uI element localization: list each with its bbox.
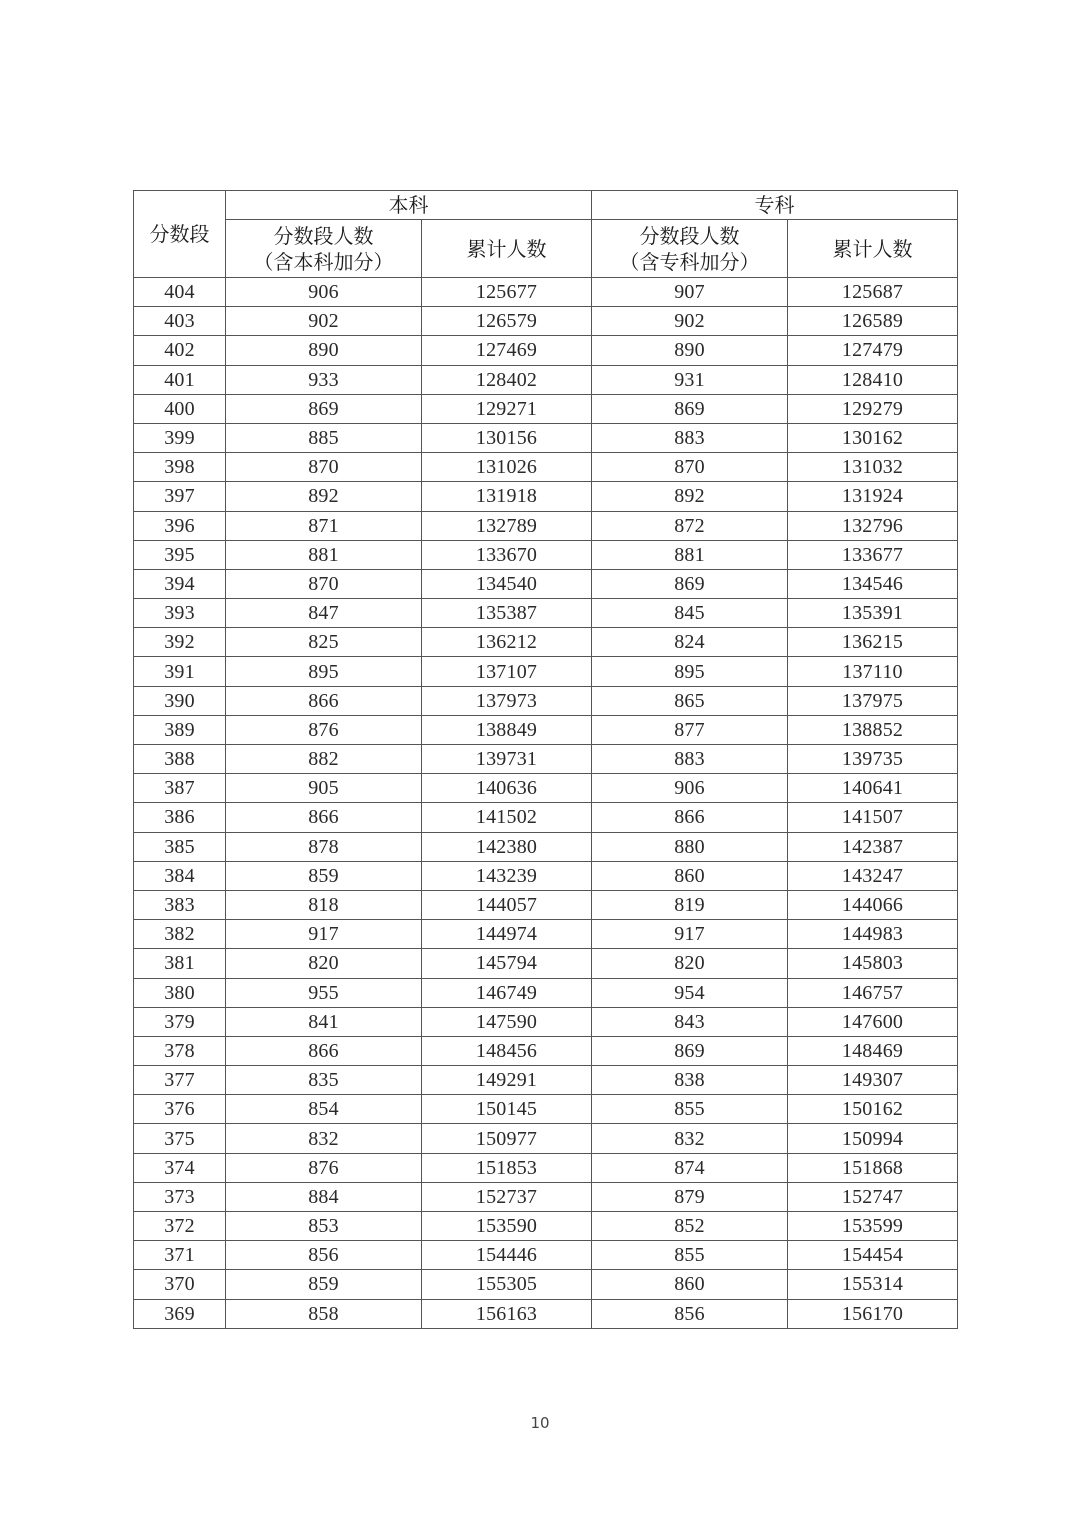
cell-undergrad-cumulative: 137973 [422,686,592,715]
cell-junior-cumulative: 130162 [788,423,958,452]
table-row [134,1299,958,1328]
table-row [134,803,958,832]
cell-undergrad-count: 917 [226,920,422,949]
cell-undergrad-count: 818 [226,890,422,919]
cell-undergrad-cumulative: 129271 [422,394,592,423]
table-row [134,278,958,307]
cell-undergrad-count: 895 [226,657,422,686]
cell-junior-count: 883 [592,423,788,452]
table-row [134,978,958,1007]
cell-undergrad-count: 866 [226,686,422,715]
cell-junior-cumulative: 148469 [788,1036,958,1065]
cell-undergrad-count: 858 [226,1299,422,1328]
cell-undergrad-count: 832 [226,1124,422,1153]
cell-undergrad-cumulative: 132789 [422,511,592,540]
cell-junior-count: 832 [592,1124,788,1153]
table-row [134,1124,958,1153]
cell-score: 402 [134,336,226,365]
cell-junior-count: 820 [592,949,788,978]
cell-junior-cumulative: 152747 [788,1182,958,1211]
cell-undergrad-cumulative: 144974 [422,920,592,949]
cell-score: 370 [134,1270,226,1299]
table-row [134,657,958,686]
cell-junior-cumulative: 142387 [788,832,958,861]
table-header [134,191,958,278]
cell-junior-count: 845 [592,599,788,628]
cell-undergrad-count: 902 [226,307,422,336]
cell-undergrad-cumulative: 131918 [422,482,592,511]
cell-undergrad-cumulative: 131026 [422,453,592,482]
table-row [134,890,958,919]
cell-score: 384 [134,861,226,890]
cell-score: 390 [134,686,226,715]
cell-junior-cumulative: 128410 [788,365,958,394]
cell-undergrad-count: 878 [226,832,422,861]
cell-undergrad-cumulative: 128402 [422,365,592,394]
cell-score: 387 [134,774,226,803]
cell-undergrad-cumulative: 136212 [422,628,592,657]
cell-score: 399 [134,423,226,452]
cell-undergrad-cumulative: 154446 [422,1241,592,1270]
cell-undergrad-cumulative: 150145 [422,1095,592,1124]
table-row [134,1182,958,1211]
cell-junior-cumulative: 154454 [788,1241,958,1270]
cell-undergrad-count: 876 [226,715,422,744]
cell-junior-count: 852 [592,1212,788,1241]
cell-undergrad-count: 871 [226,511,422,540]
cell-junior-cumulative: 138852 [788,715,958,744]
cell-undergrad-cumulative: 133670 [422,540,592,569]
cell-undergrad-count: 881 [226,540,422,569]
cell-undergrad-cumulative: 130156 [422,423,592,452]
cell-undergrad-cumulative: 141502 [422,803,592,832]
cell-undergrad-cumulative: 134540 [422,569,592,598]
table-row [134,920,958,949]
table-row [134,745,958,774]
cell-junior-count: 824 [592,628,788,657]
table-row [134,569,958,598]
cell-undergrad-count: 870 [226,453,422,482]
table-row [134,423,958,452]
cell-junior-count: 819 [592,890,788,919]
cell-junior-count: 954 [592,978,788,1007]
cell-score: 397 [134,482,226,511]
header-junior-cumulative: 累计人数 [788,220,958,278]
cell-junior-cumulative: 129279 [788,394,958,423]
header-group-junior-college: 专科 [592,191,958,220]
cell-junior-count: 874 [592,1153,788,1182]
cell-junior-cumulative: 155314 [788,1270,958,1299]
cell-undergrad-cumulative: 145794 [422,949,592,978]
table-body [134,278,958,1329]
cell-score: 389 [134,715,226,744]
header-score-band: 分数段 [134,191,226,278]
cell-junior-count: 890 [592,336,788,365]
header-junior-count-line2: （含专科加分） [619,249,760,274]
cell-junior-count: 879 [592,1182,788,1211]
cell-undergrad-count: 866 [226,1036,422,1065]
cell-undergrad-cumulative: 137107 [422,657,592,686]
cell-score: 395 [134,540,226,569]
cell-junior-cumulative: 125687 [788,278,958,307]
cell-junior-cumulative: 147600 [788,1007,958,1036]
table-row [134,1270,958,1299]
cell-score: 379 [134,1007,226,1036]
cell-undergrad-cumulative: 127469 [422,336,592,365]
cell-undergrad-cumulative: 126579 [422,307,592,336]
header-row-groups [134,191,958,220]
header-row-columns [134,220,958,278]
cell-undergrad-cumulative: 146749 [422,978,592,1007]
header-undergrad-cumulative: 累计人数 [422,220,592,278]
table-row [134,1241,958,1270]
table-row [134,715,958,744]
score-distribution-table [133,190,958,1329]
table-row [134,599,958,628]
table-row [134,453,958,482]
cell-score: 386 [134,803,226,832]
table-row [134,540,958,569]
cell-junior-cumulative: 144066 [788,890,958,919]
cell-junior-count: 843 [592,1007,788,1036]
cell-undergrad-count: 892 [226,482,422,511]
cell-junior-count: 877 [592,715,788,744]
table-row [134,686,958,715]
cell-undergrad-count: 884 [226,1182,422,1211]
cell-score: 394 [134,569,226,598]
cell-junior-count: 856 [592,1299,788,1328]
cell-junior-count: 872 [592,511,788,540]
cell-undergrad-count: 890 [226,336,422,365]
cell-undergrad-cumulative: 151853 [422,1153,592,1182]
cell-undergrad-cumulative: 135387 [422,599,592,628]
cell-undergrad-count: 866 [226,803,422,832]
table-row [134,628,958,657]
cell-junior-cumulative: 140641 [788,774,958,803]
cell-junior-count: 869 [592,569,788,598]
cell-undergrad-cumulative: 143239 [422,861,592,890]
cell-junior-count: 931 [592,365,788,394]
cell-junior-count: 902 [592,307,788,336]
cell-junior-cumulative: 127479 [788,336,958,365]
cell-score: 382 [134,920,226,949]
cell-junior-cumulative: 132796 [788,511,958,540]
cell-undergrad-count: 841 [226,1007,422,1036]
cell-score: 392 [134,628,226,657]
cell-junior-count: 880 [592,832,788,861]
cell-undergrad-count: 853 [226,1212,422,1241]
cell-undergrad-count: 869 [226,394,422,423]
cell-undergrad-count: 870 [226,569,422,598]
cell-undergrad-cumulative: 144057 [422,890,592,919]
cell-undergrad-cumulative: 148456 [422,1036,592,1065]
table-row [134,336,958,365]
cell-junior-cumulative: 150162 [788,1095,958,1124]
cell-junior-cumulative: 144983 [788,920,958,949]
header-group-undergrad: 本科 [226,191,592,220]
cell-undergrad-count: 835 [226,1066,422,1095]
cell-undergrad-cumulative: 147590 [422,1007,592,1036]
cell-junior-cumulative: 136215 [788,628,958,657]
cell-score: 403 [134,307,226,336]
table-row [134,1007,958,1036]
cell-score: 373 [134,1182,226,1211]
table-row [134,861,958,890]
cell-undergrad-cumulative: 140636 [422,774,592,803]
cell-undergrad-count: 905 [226,774,422,803]
cell-undergrad-count: 854 [226,1095,422,1124]
cell-undergrad-cumulative: 139731 [422,745,592,774]
cell-junior-count: 869 [592,1036,788,1065]
cell-junior-cumulative: 150994 [788,1124,958,1153]
table-row [134,482,958,511]
cell-score: 369 [134,1299,226,1328]
cell-undergrad-cumulative: 156163 [422,1299,592,1328]
cell-undergrad-count: 885 [226,423,422,452]
cell-score: 372 [134,1212,226,1241]
cell-undergrad-count: 882 [226,745,422,774]
cell-junior-cumulative: 143247 [788,861,958,890]
cell-junior-count: 917 [592,920,788,949]
cell-junior-cumulative: 156170 [788,1299,958,1328]
cell-score: 375 [134,1124,226,1153]
header-junior-count-line1: 分数段人数 [639,223,740,248]
cell-junior-count: 860 [592,861,788,890]
cell-junior-cumulative: 131032 [788,453,958,482]
cell-score: 391 [134,657,226,686]
cell-junior-cumulative: 131924 [788,482,958,511]
cell-score: 377 [134,1066,226,1095]
cell-undergrad-count: 820 [226,949,422,978]
header-undergrad-count-line2: （含本科加分） [253,249,394,274]
cell-undergrad-cumulative: 142380 [422,832,592,861]
cell-undergrad-cumulative: 125677 [422,278,592,307]
cell-undergrad-cumulative: 149291 [422,1066,592,1095]
cell-undergrad-count: 847 [226,599,422,628]
cell-undergrad-count: 906 [226,278,422,307]
cell-junior-cumulative: 146757 [788,978,958,1007]
table-row [134,365,958,394]
cell-undergrad-count: 825 [226,628,422,657]
cell-junior-cumulative: 141507 [788,803,958,832]
cell-junior-count: 869 [592,394,788,423]
cell-undergrad-count: 955 [226,978,422,1007]
table-row [134,1036,958,1065]
cell-junior-cumulative: 139735 [788,745,958,774]
cell-junior-count: 865 [592,686,788,715]
cell-score: 388 [134,745,226,774]
cell-undergrad-count: 876 [226,1153,422,1182]
cell-score: 381 [134,949,226,978]
table-row [134,394,958,423]
cell-junior-count: 870 [592,453,788,482]
table-row [134,774,958,803]
table-row [134,511,958,540]
cell-junior-cumulative: 133677 [788,540,958,569]
cell-junior-cumulative: 137975 [788,686,958,715]
table-row [134,1095,958,1124]
cell-score: 401 [134,365,226,394]
cell-junior-cumulative: 137110 [788,657,958,686]
cell-undergrad-cumulative: 153590 [422,1212,592,1241]
table-row [134,949,958,978]
cell-junior-cumulative: 153599 [788,1212,958,1241]
cell-score: 383 [134,890,226,919]
cell-junior-cumulative: 134546 [788,569,958,598]
table-row [134,1212,958,1241]
cell-junior-count: 866 [592,803,788,832]
cell-junior-count: 883 [592,745,788,774]
cell-undergrad-count: 933 [226,365,422,394]
cell-junior-count: 855 [592,1095,788,1124]
cell-score: 371 [134,1241,226,1270]
cell-junior-cumulative: 151868 [788,1153,958,1182]
page-number: 10 [530,1414,550,1432]
table-row [134,307,958,336]
table-row [134,1066,958,1095]
table-row [134,1153,958,1182]
header-junior-count [592,220,788,278]
cell-junior-count: 907 [592,278,788,307]
cell-undergrad-cumulative: 155305 [422,1270,592,1299]
cell-junior-count: 838 [592,1066,788,1095]
cell-junior-count: 855 [592,1241,788,1270]
cell-undergrad-count: 859 [226,861,422,890]
table-row [134,832,958,861]
cell-score: 400 [134,394,226,423]
header-undergrad-count-line1: 分数段人数 [273,223,374,248]
cell-junior-count: 906 [592,774,788,803]
cell-undergrad-cumulative: 152737 [422,1182,592,1211]
cell-score: 380 [134,978,226,1007]
cell-score: 376 [134,1095,226,1124]
cell-junior-count: 860 [592,1270,788,1299]
cell-undergrad-count: 859 [226,1270,422,1299]
cell-junior-cumulative: 135391 [788,599,958,628]
cell-junior-count: 892 [592,482,788,511]
cell-undergrad-cumulative: 150977 [422,1124,592,1153]
cell-junior-cumulative: 145803 [788,949,958,978]
cell-score: 393 [134,599,226,628]
header-undergrad-count [226,220,422,278]
cell-junior-count: 895 [592,657,788,686]
cell-junior-cumulative: 126589 [788,307,958,336]
cell-score: 378 [134,1036,226,1065]
cell-score: 404 [134,278,226,307]
cell-score: 396 [134,511,226,540]
cell-junior-count: 881 [592,540,788,569]
cell-score: 374 [134,1153,226,1182]
cell-score: 398 [134,453,226,482]
cell-undergrad-cumulative: 138849 [422,715,592,744]
cell-score: 385 [134,832,226,861]
cell-junior-cumulative: 149307 [788,1066,958,1095]
cell-undergrad-count: 856 [226,1241,422,1270]
